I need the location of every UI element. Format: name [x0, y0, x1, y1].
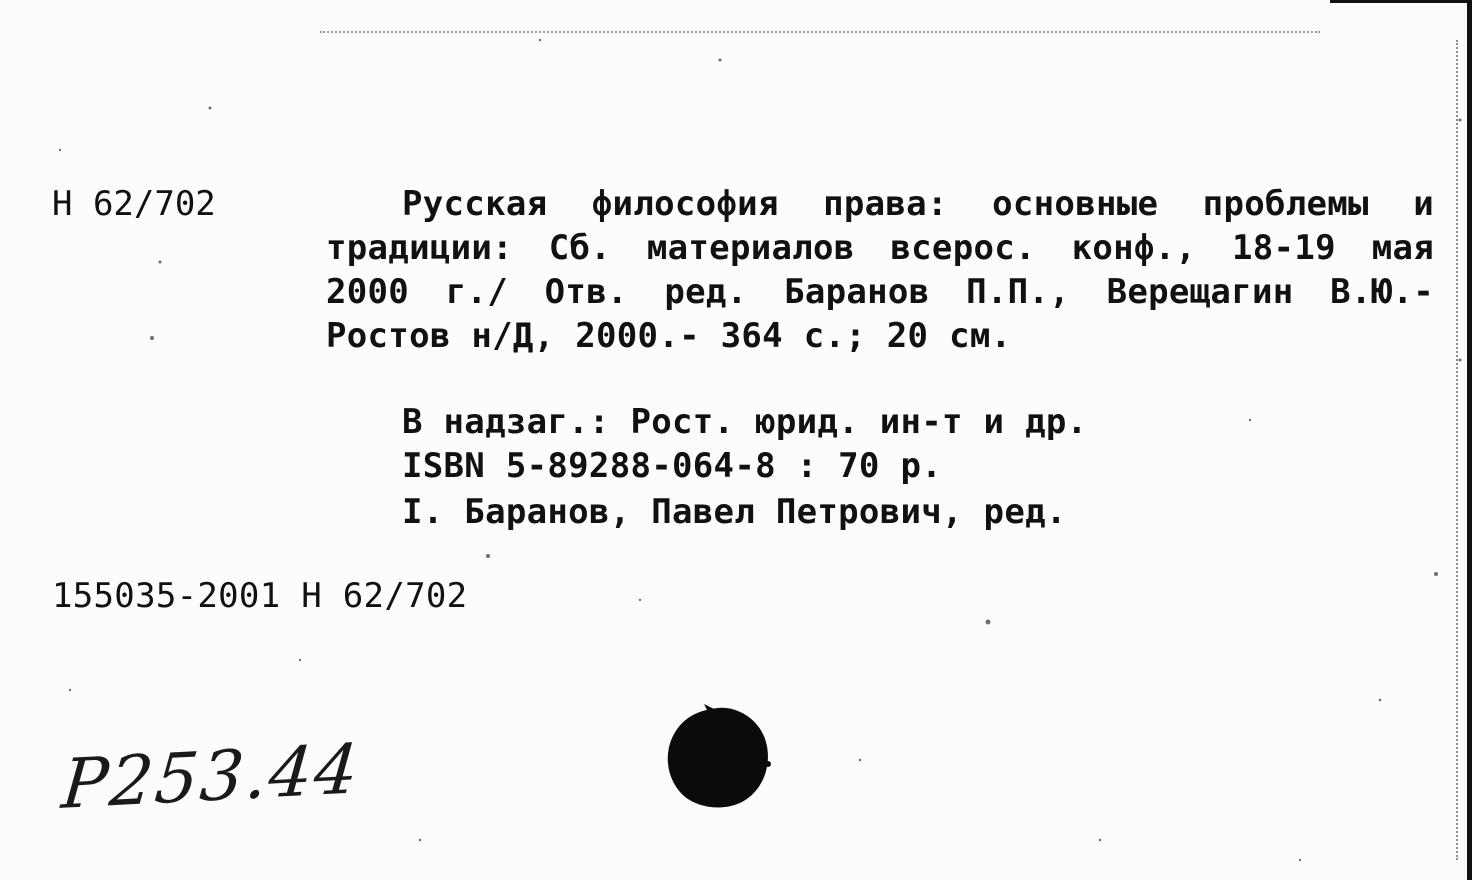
card-right-edge [1467, 0, 1472, 880]
accession-line: 155035-2001 Н 62/702 [52, 576, 468, 616]
entry-text: Русская философия права: основные проблемы и традиции: Сб. материалов всерос. конф., 18-19 мая 2000 г./ Отв. ред. Баранов П.П., Верещагин В.Ю.- Ростов н/Д, 2000.- 364 с.; 20 см. [326, 184, 1434, 356]
note-heading: В надзаг.: Рост. юрид. ин-т и др. [402, 402, 1088, 442]
note-isbn: ISBN 5-89288-064-8 : 70 р. [402, 446, 943, 486]
card-top-edge [1330, 0, 1472, 3]
handwritten-classification: Р253.44 [58, 729, 364, 826]
bibliographic-entry [326, 182, 1434, 358]
shelf-mark: Н 62/702 [52, 184, 216, 224]
top-dotted-rule [320, 31, 1320, 36]
card-right-dotted-rule [1456, 40, 1460, 860]
ink-blot [664, 702, 772, 810]
note-added-entry: I. Баранов, Павел Петрович, ред. [402, 492, 1067, 532]
